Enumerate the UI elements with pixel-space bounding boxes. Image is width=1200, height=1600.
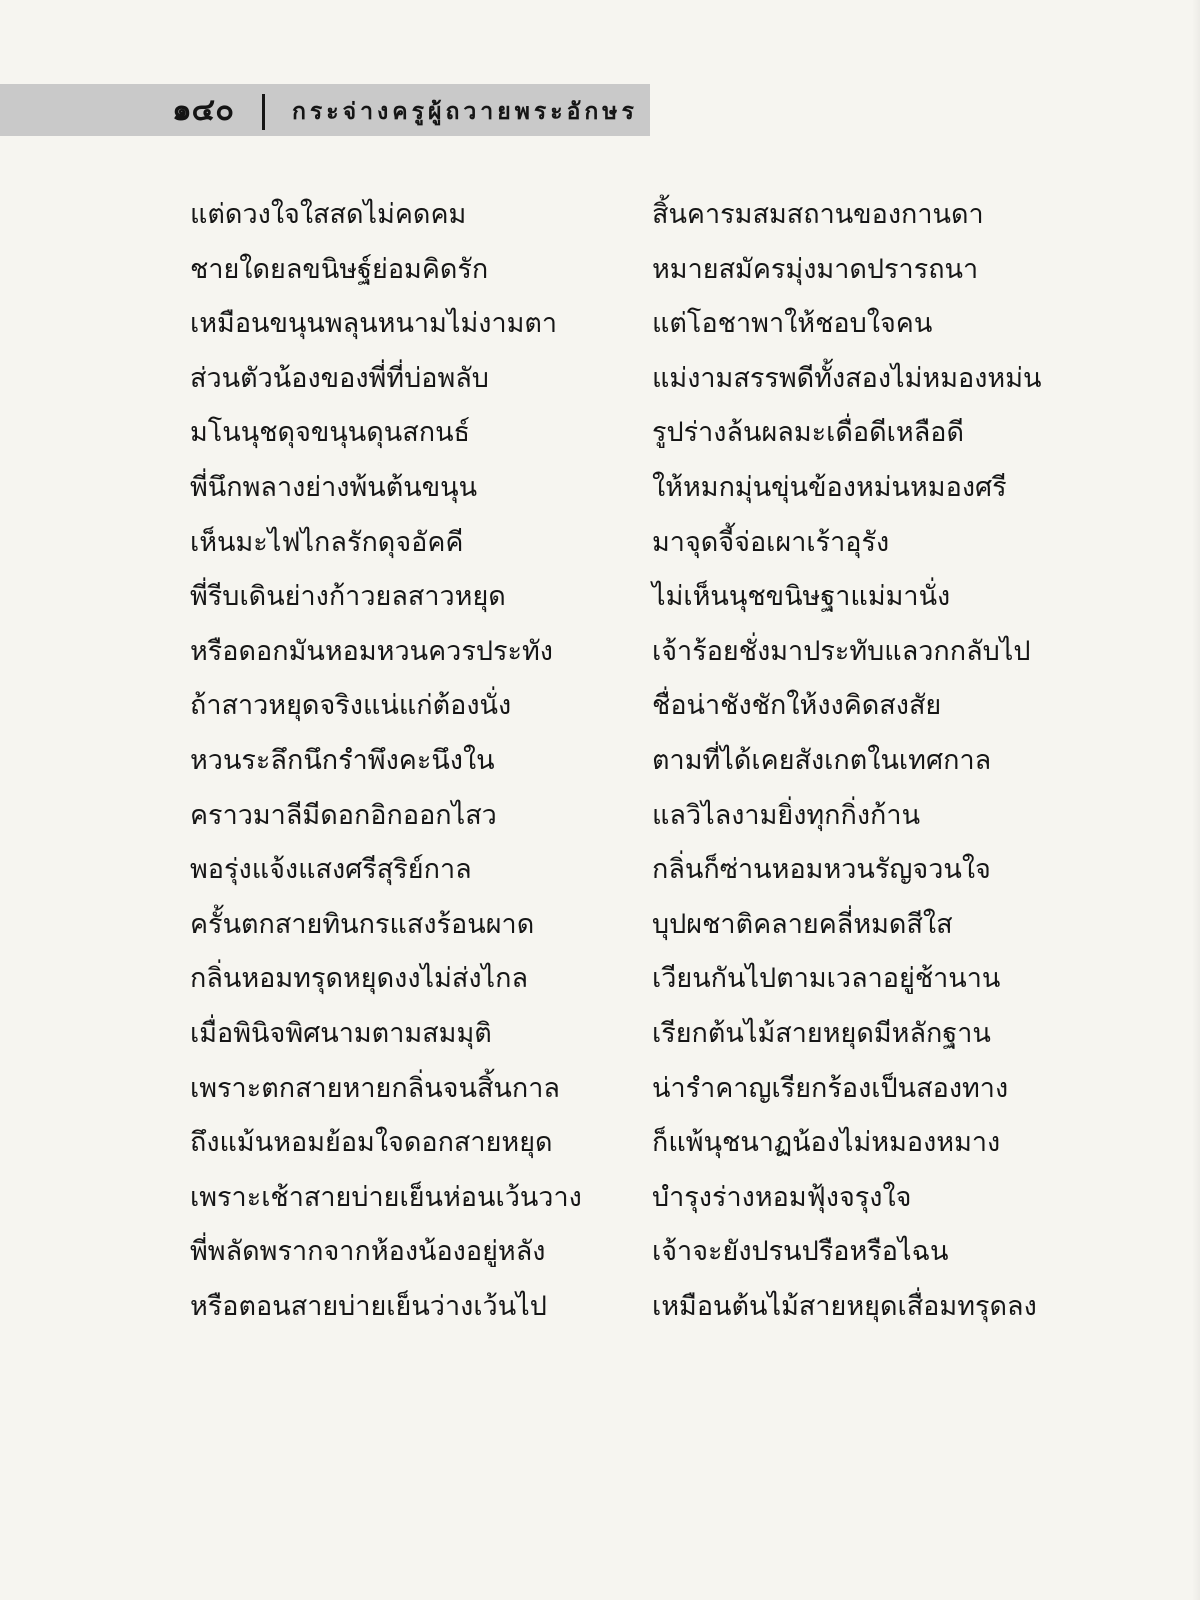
verse-line-right: ก็แพ้นุชนาฏน้องไม่หมองหมาง <box>652 1127 1001 1159</box>
verse-line-right: หมายสมัครมุ่งมาดปรารถนา <box>652 253 979 285</box>
verse-column-left <box>190 188 630 1334</box>
verse-line-left: เพราะตกสายหายกลิ่นจนสิ้นกาล <box>190 1072 560 1104</box>
verse-line-right: สิ้นคารมสมสถานของกานดา <box>652 199 984 230</box>
verse-line-left: ส่วนตัวน้องของพี่ที่บ่อพลับ <box>190 362 489 394</box>
verse-line-right: แต่โอชาพาให้ชอบใจคน <box>652 308 933 340</box>
verse-line-right: น่ารำคาญเรียกร้องเป็นสองทาง <box>652 1072 1009 1104</box>
verse-line-left: กลิ่นหอมทรุดหยุดงงไม่ส่งไกล <box>190 963 529 995</box>
verse-line-right: ไม่เห็นนุชขนิษฐาแม่มานั่ง <box>652 581 951 613</box>
verse-line-left: แต่ดวงใจใสสดไม่คดคม <box>190 199 467 230</box>
verse-line-right: เหมือนต้นไม้สายหยุดเสื่อมทรุดลง <box>652 1290 1037 1322</box>
running-title: กระจ่างครูผู้ถวายพระอักษร <box>292 99 638 125</box>
verse-line-left: หรือดอกมันหอมหวนควรประทัง <box>190 635 553 667</box>
verse-line-left: เมื่อพินิจพิศนามตามสมมุติ <box>190 1017 492 1049</box>
page-number: ๑๔๐ <box>172 92 235 128</box>
verse-line-right: ตามที่ได้เคยสังเกตในเทศกาล <box>652 744 992 776</box>
verse-line-left: พอรุ่งแจ้งแสงศรีสุริย์กาล <box>190 854 472 886</box>
page-edge-shadow <box>1192 0 1200 1600</box>
verse-line-left: ครั้นตกสายทินกรแสงร้อนผาด <box>190 908 535 940</box>
verse-line-left: ถึงแม้นหอมย้อมใจดอกสายหยุด <box>190 1127 553 1159</box>
verse-line-right: แลวิไลงามยิ่งทุกกิ่งก้าน <box>652 799 921 831</box>
verse-line-left: ชายใดยลขนิษฐ์ย่อมคิดรัก <box>190 253 489 285</box>
verse-line-left: เพราะเช้าสายบ่ายเย็นห่อนเว้นวาง <box>190 1181 582 1213</box>
verse-line-right: รูปร่างล้นผลมะเดื่อดีเหลือดี <box>652 417 964 449</box>
verse-line-right: แม่งามสรรพดีทั้งสองไม่หมองหม่น <box>652 362 1042 394</box>
verse-line-left: มโนนุชดุจขนุนดุนสกนธ์ <box>190 417 471 449</box>
verse-line-right: ชื่อน่าชังชักให้งงคิดสงสัย <box>652 690 942 722</box>
verse-line-right: เวียนกันไปตามเวลาอยู่ช้านาน <box>652 963 1001 995</box>
verse-column-right <box>652 188 1092 1334</box>
verse-line-right: ให้หมกมุ่นขุ่นข้องหม่นหมองศรี <box>652 471 1007 503</box>
verse-line-left: หวนระลึกนึกรำพึงคะนึงใน <box>190 744 495 776</box>
verse-line-right: กลิ่นก็ซ่านหอมหวนรัญจวนใจ <box>652 854 991 886</box>
verse-line-right: บุปผชาติคลายคลี่หมดสีใส <box>652 908 953 940</box>
header-divider <box>262 94 265 130</box>
verse-line-left: เหมือนขนุนพลุนหนามไม่งามตา <box>190 308 558 340</box>
verse-line-left: พี่รีบเดินย่างก้าวยลสาวหยุด <box>190 581 506 613</box>
verse-line-left: เห็นมะไฟไกลรักดุจอัคคี <box>190 526 464 558</box>
verse-line-left: คราวมาลีมีดอกอิกออกไสว <box>190 799 497 831</box>
verse-line-left: ถ้าสาวหยุดจริงแน่แก่ต้องนั่ง <box>190 690 512 722</box>
verse-line-right: เรียกต้นไม้สายหยุดมีหลักฐาน <box>652 1017 991 1049</box>
verse-line-right: เจ้าร้อยชั่งมาประทับแลวกกลับไป <box>652 635 1031 667</box>
verse-line-right: เจ้าจะยังปรนปรือหรือไฉน <box>652 1236 949 1268</box>
verse-line-right: บำรุงร่างหอมฟุ้งจรุงใจ <box>652 1181 912 1213</box>
verse-line-left: หรือตอนสายบ่ายเย็นว่างเว้นไป <box>190 1290 547 1322</box>
verse-line-left: พี่นึกพลางย่างพ้นต้นขนุน <box>190 471 478 503</box>
verse-line-left: พี่พลัดพรากจากห้องน้องอยู่หลัง <box>190 1236 546 1268</box>
verse-line-right: มาจุดจี้จ่อเผาเร้าอุรัง <box>652 526 890 558</box>
